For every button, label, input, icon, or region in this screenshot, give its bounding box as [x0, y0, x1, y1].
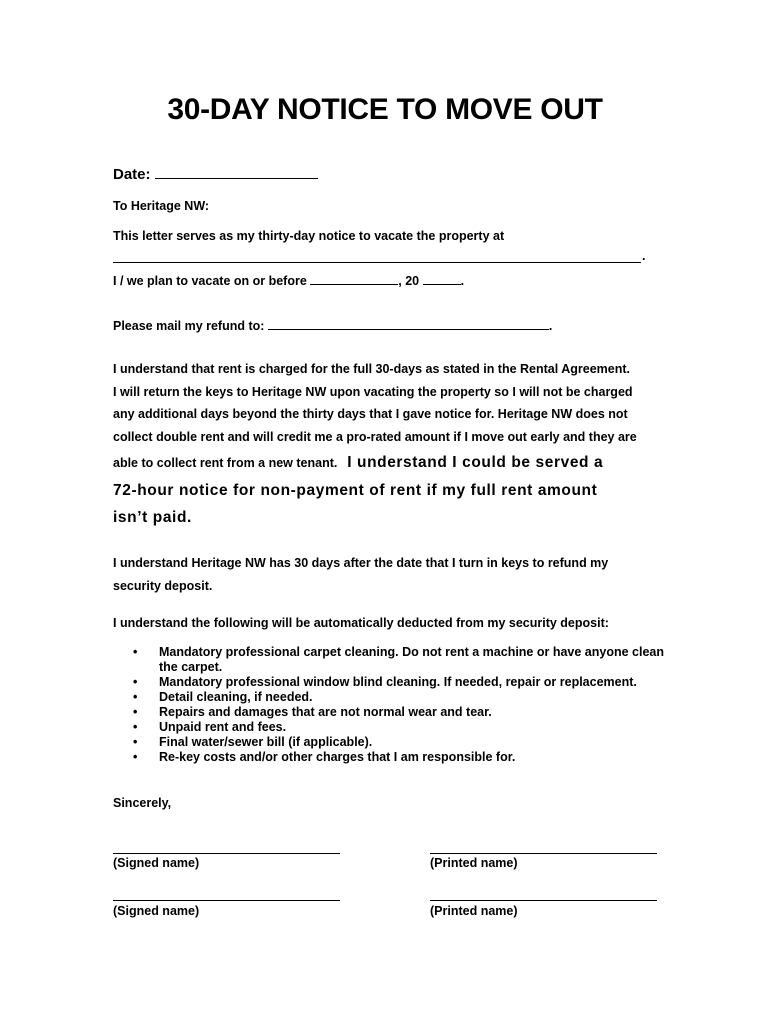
warning-text-1: I understand I could be served a [347, 453, 604, 471]
refund-suffix: . [548, 319, 553, 333]
vacate-suffix: . [460, 274, 465, 288]
page-title: 30-DAY NOTICE TO MOVE OUT [167, 93, 603, 126]
rent-line: I understand that rent is charged for the full 30-days as stated in the Rental Agreement. [113, 362, 631, 376]
signature-line-2[interactable] [113, 900, 340, 901]
warning-text-3: isn’t paid. [113, 508, 192, 526]
printed-name-line-2[interactable] [430, 900, 657, 901]
deposit-paragraph [113, 552, 673, 597]
salutation: To Heritage NW: [113, 199, 210, 213]
vacate-prefix: I / we plan to vacate on or before [113, 274, 307, 288]
list-item: • Re-key costs and/or other charges that I am responsible for. [133, 750, 516, 764]
vacate-date-blank[interactable] [310, 284, 398, 285]
bullet-icon: • [133, 675, 138, 689]
vacate-line [113, 274, 464, 288]
rent-line-small: able to collect rent from a new tenant. [113, 455, 338, 470]
date-field [113, 166, 318, 183]
list-item: • Unpaid rent and fees. [133, 720, 287, 734]
bullet-icon: • [133, 720, 138, 734]
signed-name-label: (Signed name) [113, 904, 200, 918]
bullet-icon: • [133, 750, 138, 764]
list-item: • Mandatory professional carpet cleaning. Do not rent a machine or have anyone clean the carpet. [133, 645, 664, 674]
refund-address-blank[interactable] [268, 329, 549, 330]
printed-name-line-1[interactable] [430, 853, 657, 854]
vacate-year-blank[interactable] [423, 284, 461, 285]
closing: Sincerely, [113, 796, 172, 810]
refund-line [113, 319, 552, 333]
bullet-icon: • [133, 735, 138, 749]
printed-name-label: (Printed name) [430, 856, 518, 870]
signature-line-1[interactable] [113, 853, 340, 854]
list-item: • Repairs and damages that are not normal wear and tear. [133, 705, 492, 719]
printed-name-label: (Printed name) [430, 904, 518, 918]
deductions-list [113, 645, 673, 765]
deposit-line: I understand Heritage NW has 30 days after the date that I turn in keys to refund my [113, 556, 609, 570]
list-item: • Mandatory professional window blind cleaning. If needed, repair or replacement. [133, 675, 637, 689]
list-item: • Final water/sewer bill (if applicable). [133, 735, 373, 749]
warning-text-2: 72-hour notice for non-payment of rent if my full rent amount [113, 481, 598, 499]
vacate-middle: , 20 [398, 274, 420, 288]
rent-paragraph [113, 358, 673, 531]
rent-line-emphasis [113, 449, 673, 477]
property-address-blank[interactable] [113, 252, 641, 263]
bullet-icon: • [133, 645, 138, 659]
date-label: Date: [113, 166, 151, 183]
intro-text: This letter serves as my thirty-day notice to vacate the property at [113, 229, 505, 243]
refund-label: Please mail my refund to: [113, 319, 265, 333]
rent-line: I will return the keys to Heritage NW upon vacating the property so I will not be charged [113, 384, 633, 399]
address-period: . [642, 249, 646, 263]
rent-line: collect double rent and will credit me a pro-rated amount if I move out early and they are [113, 430, 637, 445]
bullet-icon: • [133, 705, 138, 719]
signed-name-label: (Signed name) [113, 856, 200, 870]
deposit-line: security deposit. [113, 578, 213, 593]
deductions-intro: I understand the following will be automatically deducted from my security deposit: [113, 616, 609, 630]
date-blank[interactable] [155, 178, 318, 179]
list-item: • Detail cleaning, if needed. [133, 690, 313, 704]
rent-line: any additional days beyond the thirty days that I gave notice for. Heritage NW does not [113, 407, 628, 422]
bullet-icon: • [133, 690, 138, 704]
